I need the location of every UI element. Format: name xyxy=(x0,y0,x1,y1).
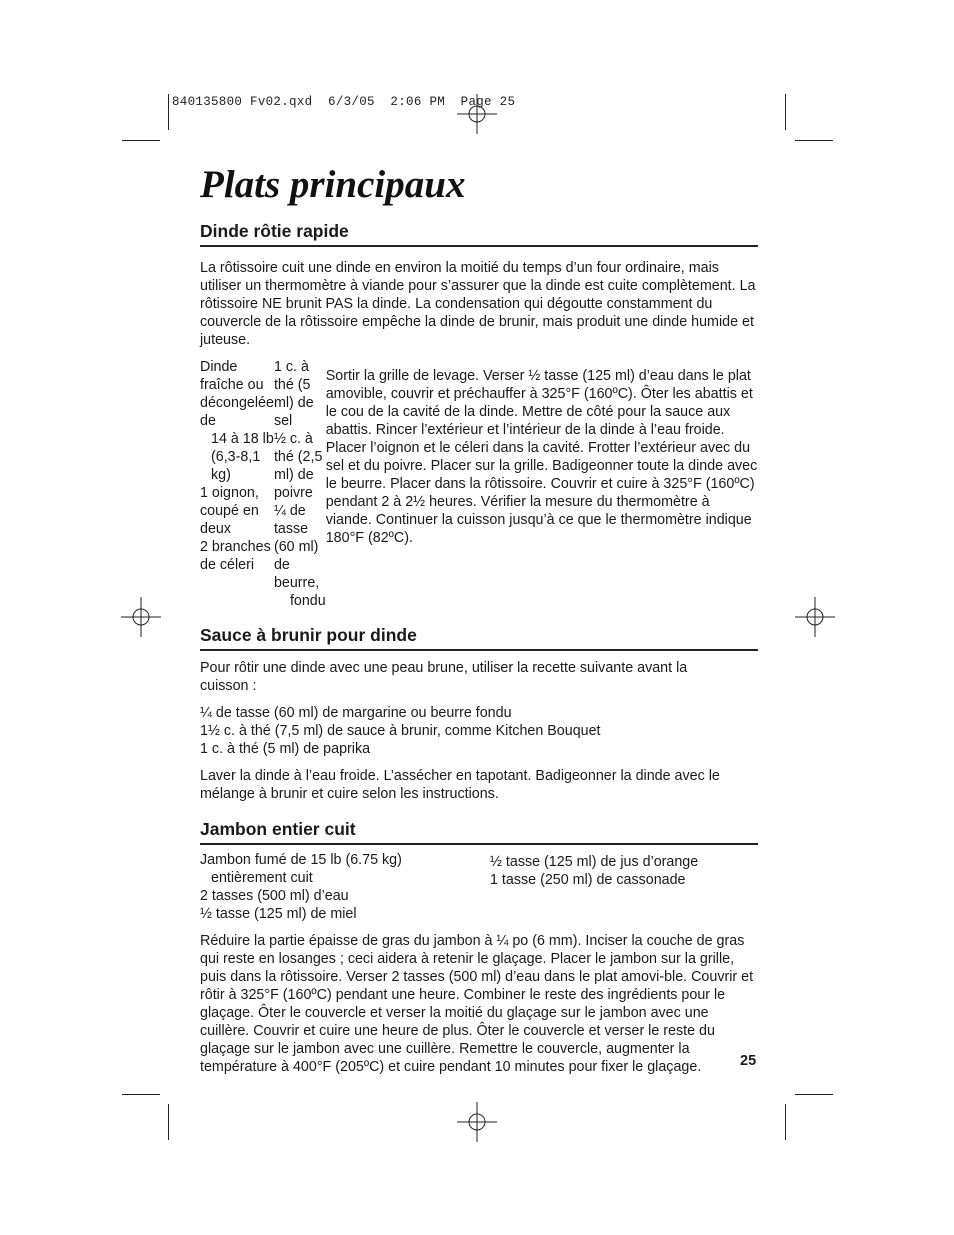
ingredient-item: 1 oignon, coupé en deux xyxy=(200,485,259,537)
ingredient-item: ½ tasse (125 ml) de jus d’orange xyxy=(490,854,699,870)
crop-mark xyxy=(122,1094,160,1095)
section-method: Sortir la grille de levage. Verser ½ tasse (125 ml) d’eau dans le plat amovible, couvrir et préchauffer à 325°F (160ºC). Ôter les abattis et le cou de la cavité de la dinde. Mettre de côté pour la sauce aux abattis. Rincer l’extérieur et l’intérieur de la dinde à l’eau froide. Placer l’oignon et le céleri dans la cavité. Frotter l’extérieur avec du sel et du poivre. Placer sur la grille. Badigeonner toute la dinde avec le beurre. Placer dans la rôtissoire. Couvrir et cuire à 325°F (160ºC) pendant 2 à 2½ heures. Vérifier la mesure du thermomètre à viande. Continuer la cuisson jusqu’à ce que le thermomètre indique 180°F (82ºC). xyxy=(325,368,758,546)
crop-mark xyxy=(785,1104,786,1140)
section-method: Laver la dinde à l’eau froide. L’assécher en tapotant. Badigeonner la dinde avec le mélange à brunir et cuire selon les instructions. xyxy=(200,768,720,802)
ingredient-list xyxy=(200,358,758,610)
page-content xyxy=(200,160,758,1076)
ingredient-item: 2 branches de céleri xyxy=(200,539,271,573)
ingredient-list xyxy=(200,704,758,758)
section-title: Sauce à brunir pour dinde xyxy=(200,624,758,651)
ingredient-item: entièrement cuit xyxy=(211,870,313,886)
ingredient-item: Dinde fraîche ou décongelée de xyxy=(200,359,274,429)
crop-mark xyxy=(168,1104,169,1140)
section-title: Dinde rôtie rapide xyxy=(200,220,758,247)
ingredient-item: 1½ c. à thé (7,5 ml) de sauce à brunir, comme Kitchen Bouquet xyxy=(200,723,601,739)
ingredient-column-left xyxy=(200,851,490,923)
page-number: 25 xyxy=(740,1053,757,1069)
ingredient-item: ¼ de tasse (60 ml) de beurre, xyxy=(273,503,320,591)
recipe-jambon-entier xyxy=(200,818,758,1076)
ingredient-column-left xyxy=(200,358,274,610)
ingredient-column-right xyxy=(274,358,326,610)
crop-mark xyxy=(168,94,169,130)
registration-mark-icon xyxy=(121,597,161,637)
ingredient-item: fondu xyxy=(289,593,326,609)
ingredient-item: ½ c. à thé (2,5 ml) de poivre xyxy=(273,431,323,501)
registration-mark-icon xyxy=(457,1102,497,1142)
ingredient-item: ½ tasse (125 ml) de miel xyxy=(200,906,357,922)
crop-mark xyxy=(122,140,160,141)
recipe-dinde-rotie xyxy=(200,220,758,610)
print-slug: 840135800 Fv02.qxd 6/3/05 2:06 PM Page 25 xyxy=(172,95,516,109)
crop-mark xyxy=(785,94,786,130)
crop-mark xyxy=(795,140,833,141)
ingredient-list xyxy=(200,851,758,923)
section-intro: Pour rôtir une dinde avec une peau brune, utiliser la recette suivante avant la cuisson : xyxy=(200,660,688,694)
ingredient-item: Jambon fumé de 15 lb (6.75 kg) xyxy=(200,852,402,868)
section-intro: La rôtissoire cuit une dinde en environ la moitié du temps d’un four ordinaire, mais utiliser un thermomètre à viande pour s’assurer que la dinde est cuite complètement. La rôtissoire NE brunit PAS la dinde. La condensation qui dégoutte constamment du couvercle de la rôtissoire empêche la dinde de brunir, mais produit une dinde humide et juteuse. xyxy=(200,260,756,348)
crop-mark xyxy=(795,1094,833,1095)
ingredient-item: 14 à 18 lb (6,3-8,1 kg) xyxy=(211,431,274,483)
registration-mark-icon xyxy=(795,597,835,637)
registration-mark-icon xyxy=(457,94,497,134)
page-title: Plats principaux xyxy=(200,163,466,206)
ingredient-item: ¼ de tasse (60 ml) de margarine ou beurre fondu xyxy=(200,705,512,721)
ingredient-item: 2 tasses (500 ml) d’eau xyxy=(200,888,349,904)
ingredient-item: 1 c. à thé (5 ml) de sel xyxy=(273,359,314,429)
recipe-sauce-brunir xyxy=(200,624,758,803)
section-method: Réduire la partie épaisse de gras du jambon à ¼ po (6 mm). Inciser la couche de gras qui reste en losanges ; ceci aidera à retenir le glaçage. Placer le jambon sur la grille, puis dans la rôtissoire. Verser 2 tasses (500 ml) d’eau dans le plat amovi-ble. Couvrir et rôtir à 325°F (160ºC) pendant une heure. Combiner le reste des ingrédients pour le glaçage. Ôter le couvercle et verser la moitié du glaçage sur le jambon avec une cuillère. Couvrir et cuire une heure de plus. Ôter le couvercle et verser le reste du glaçage sur le jambon avec une cuillère. Remettre le couvercle, augmenter la température à 400°F (205ºC) et cuire pendant 10 minutes pour fixer le glaçage. xyxy=(200,933,754,1075)
section-title: Jambon entier cuit xyxy=(200,818,758,845)
ingredient-column-right xyxy=(490,851,698,923)
ingredient-item: 1 c. à thé (5 ml) de paprika xyxy=(200,741,371,757)
ingredient-item: 1 tasse (250 ml) de cassonade xyxy=(490,872,686,888)
